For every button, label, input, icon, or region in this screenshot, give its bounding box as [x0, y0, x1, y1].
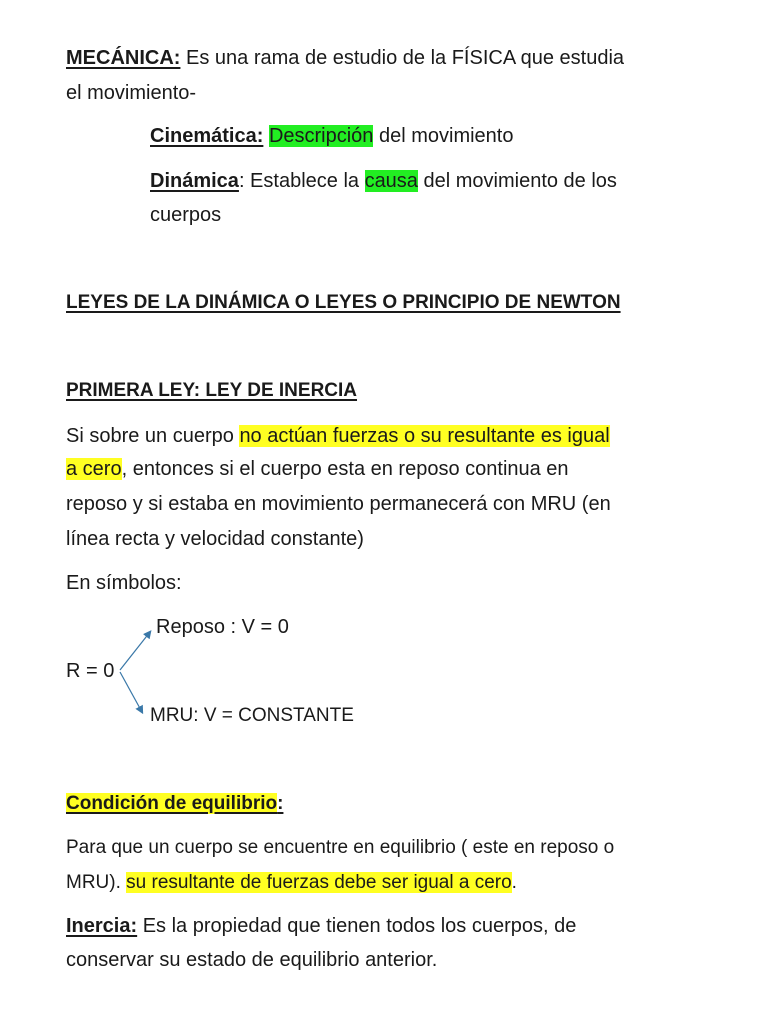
- heading-primera-ley: PRIMERA LEY: LEY DE INERCIA: [66, 380, 358, 401]
- primera-ley-line-2: [66, 457, 569, 481]
- branch-arrows-diagram: [110, 610, 170, 720]
- cinematica-term: Cinemática:: [150, 125, 264, 147]
- primera-ley-l1-highlight: no actúan fuerzas o su resultante es igual: [239, 425, 610, 447]
- mecanica-line-1: [66, 46, 624, 70]
- r-equals-zero: R = 0: [66, 660, 115, 682]
- primera-ley-line-4: línea recta y velocidad constante): [66, 528, 364, 550]
- primera-ley-l2-highlight: a cero: [66, 458, 122, 480]
- dinamica-text-1: : Establece la: [238, 170, 365, 192]
- mru-text: MRU: V = CONSTANTE: [150, 705, 354, 726]
- cinematica-rest: del movimiento: [373, 125, 514, 147]
- dinamica-line-2: [150, 203, 221, 227]
- reposo-text: Reposo : V = 0: [156, 616, 289, 638]
- arrow-up-to-reposo: [120, 632, 150, 670]
- arrow-down-to-mru: [120, 672, 142, 712]
- cinematica-highlight: Descripción: [268, 125, 374, 147]
- mecanica-text-2: el movimiento-: [66, 82, 197, 104]
- equilibrio-heading-colon: :: [277, 793, 284, 814]
- inercia-term: Inercia:: [66, 915, 138, 937]
- dinamica-text-3: cuerpos: [150, 204, 222, 226]
- mecanica-term: MECÁNICA:: [66, 47, 181, 69]
- equilibrio-line-1: Para que un cuerpo se encuentre en equilibrio ( este en reposo o: [66, 837, 615, 858]
- equilibrio-heading-line: [66, 792, 283, 816]
- inercia-text-1: Es la propiedad que tienen todos los cuerpos, de: [137, 915, 577, 937]
- equilibrio-l2-pre: MRU).: [66, 872, 127, 893]
- equilibrio-l2-highlight: su resultante de fuerzas debe ser igual a cero: [126, 872, 512, 893]
- simbolos-label: En símbolos:: [66, 572, 182, 594]
- primera-ley-l1-pre: Si sobre un cuerpo: [66, 425, 240, 447]
- primera-ley-line-3: reposo y si estaba en movimiento permanecerá con MRU (en: [66, 493, 611, 515]
- inercia-line-2: conservar su estado de equilibrio anterior.: [66, 949, 438, 971]
- inercia-line-1: [66, 914, 576, 938]
- dinamica-term: Dinámica: [150, 170, 239, 192]
- mecanica-text-1: Es una rama de estudio de la FÍSICA que estudia: [180, 47, 625, 69]
- primera-ley-l2-rest: , entonces si el cuerpo esta en reposo continua en: [121, 458, 569, 480]
- equilibrio-heading: Condición de equilibrio: [66, 793, 278, 814]
- dinamica-highlight: causa: [364, 170, 418, 192]
- mecanica-line-2: [66, 81, 196, 105]
- cinematica-line: [150, 124, 513, 148]
- dinamica-text-2: del movimiento de los: [417, 170, 617, 192]
- dinamica-line-1: [150, 169, 617, 193]
- equilibrio-l2-post: .: [511, 872, 517, 893]
- primera-ley-line-1: [66, 424, 610, 448]
- equilibrio-line-2: [66, 871, 517, 895]
- heading-leyes: LEYES DE LA DINÁMICA O LEYES O PRINCIPIO DE NEWTON: [66, 292, 621, 313]
